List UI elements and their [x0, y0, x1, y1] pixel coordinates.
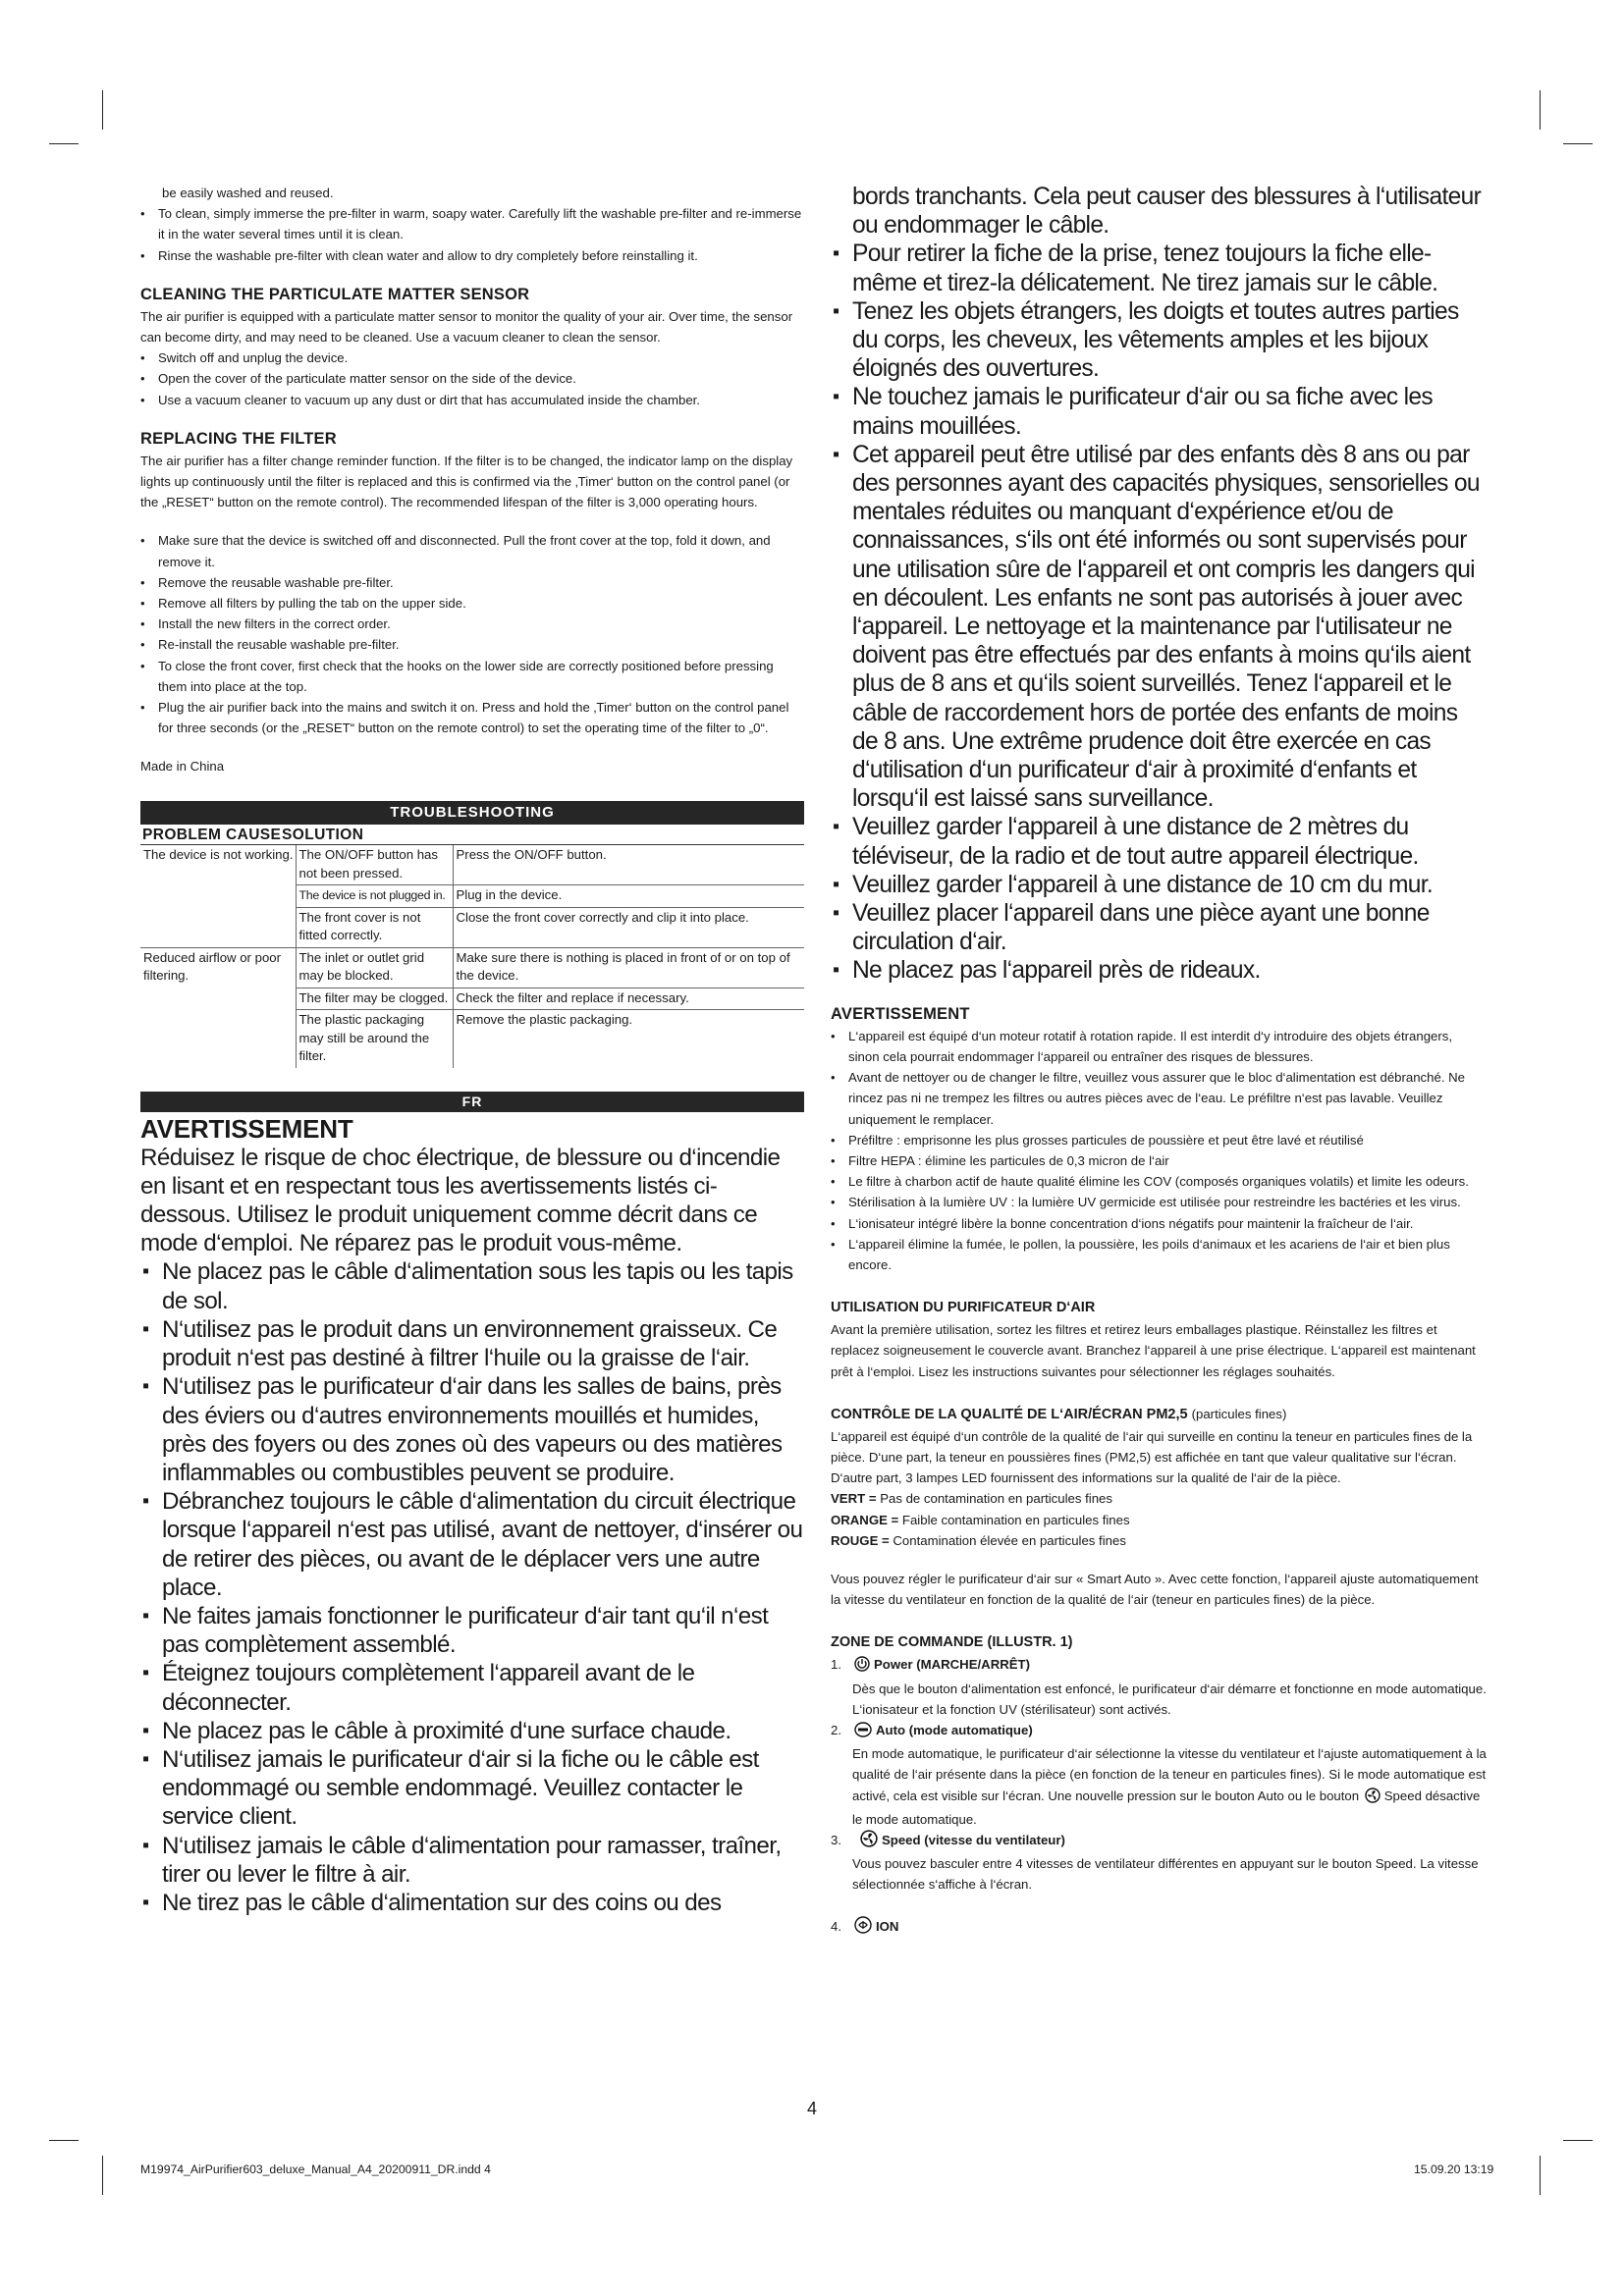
- cause-cell: The inlet or outlet grid may be blocked.: [296, 947, 453, 988]
- cause-cell: The ON/OFF button has not been pressed.: [296, 845, 453, 885]
- crop-mark: [102, 2156, 103, 2195]
- list-item: ▪ Ne faites jamais fonctionner le purificateur d‘air tant qu‘il n‘est pas complètement assemblé.: [140, 1602, 804, 1659]
- list-item: 1. Power (MARCHE/ARRÊT) Dès que le bouton d‘alimentation est enfoncé, le purificateur d‘air démarre et fonctionne en mode automatique. L‘ionisateur et la fonction UV (stérilisateur) sont activés.: [831, 1657, 1487, 1717]
- list-item: ▪ N‘utilisez jamais le câble d‘alimentation pour ramasser, traîner, tirer ou lever le filtre à air.: [140, 1832, 804, 1889]
- cause-cell: The front cover is not fitted correctly.: [296, 907, 453, 947]
- list-item: • Use a vacuum cleaner to vacuum up any dust or dirt that has accumulated inside the chamber.: [140, 390, 804, 410]
- fr-warning-bullets-continued: [831, 240, 1487, 985]
- prefilter-bullets: [140, 203, 804, 266]
- table-row: [140, 845, 804, 885]
- avertissement-bullets: [831, 1026, 1487, 1275]
- right-column: [831, 183, 1487, 1940]
- list-item: • Filtre HEPA : élimine les particules de 0,3 micron de l‘air: [831, 1150, 1487, 1171]
- crop-mark: [1540, 90, 1541, 130]
- list-item: • Le filtre à charbon actif de haute qualité élimine les COV (composés organiques volatils) et limite les odeurs.: [831, 1171, 1487, 1192]
- list-item: ▪ Éteignez toujours complètement l‘appareil avant de le déconnecter.: [140, 1659, 804, 1716]
- cause-cell: The plastic packaging may still be around the filter.: [296, 1010, 453, 1068]
- list-item: ▪ N‘utilisez jamais le purificateur d‘air si la fiche ou le câble est endommagé ou semble endommagé. Veuillez contacter le service client.: [140, 1745, 804, 1832]
- paragraph: Avant la première utilisation, sortez les filtres et retirez leurs emballages plastique. Réinstallez les filtres et replacez soigneusement le couvercle avant. Branchez l‘appareil à une prise électrique. L‘appareil est maintenant prêt à l‘emploi. Lisez les instructions suivantes pour sélectionner les réglages souhaités.: [831, 1322, 1476, 1379]
- intro-line: be easily washed and reused.: [162, 186, 334, 200]
- list-item: • L‘appareil est équipé d‘un moteur rotatif à rotation rapide. Il est interdit d‘y introduire des objets étrangers, sinon cela pourrait endommager l‘appareil ou entraîner des risques de blessures.: [831, 1026, 1487, 1067]
- crop-mark: [1540, 2156, 1541, 2195]
- solution-cell: Close the front cover correctly and clip it into place.: [453, 907, 804, 947]
- list-item: ▪ N‘utilisez pas le produit dans un environnement graisseux. Ce produit n‘est pas destiné à filtrer l‘huile ou la graisse de l‘air.: [140, 1315, 804, 1372]
- crop-mark: [49, 143, 79, 144]
- list-item: • Make sure that the device is switched off and disconnected. Pull the front cover at the top, fold it down, and remove it.: [140, 530, 804, 571]
- level-rouge: ROUGE = Contamination élevée en particules fines: [831, 1532, 1126, 1548]
- problem-cell: The device is not working.: [140, 845, 296, 948]
- list-item: ▪ Ne placez pas l‘appareil près de rideaux.: [831, 956, 1487, 985]
- list-item: 3. Speed (vitesse du ventilateur) Vous pouvez basculer entre 4 vitesses de ventilateur différentes en appuyant sur le bouton Speed. La vitesse sélectionnée s‘affiche à l‘écran.: [831, 1830, 1487, 1896]
- list-item: • Avant de nettoyer ou de changer le filtre, veuillez vous assurer que le bloc d‘alimentation est débranché. Ne rincez pas ni ne trempez les filtres ou autres pièces avec de l‘eau. Le préfiltre n‘est pas lavable. Veuillez uniquement le remplacer.: [831, 1067, 1487, 1130]
- section-heading: UTILISATION DU PURIFICATEUR D‘AIR: [831, 1300, 1096, 1316]
- list-item: • Préfiltre : emprisonne les plus grosses particules de poussière et peut être lavé et réutilisé: [831, 1130, 1487, 1150]
- controle-heading: CONTRÔLE DE LA QUALITÉ DE L‘AIR/ÉCRAN PM2,5: [831, 1406, 1188, 1422]
- list-item: • To clean, simply immerse the pre-filter in warm, soapy water. Carefully lift the washable pre-filter and re-immerse it in the water several times until it is clean.: [140, 203, 804, 244]
- solution-cell: Check the filter and replace if necessary.: [453, 988, 804, 1010]
- power-icon: [854, 1656, 870, 1678]
- header-solution: SOLUTION: [282, 826, 364, 843]
- paragraph: The air purifier is equipped with a particulate matter sensor to monitor the quality of your air. Over time, the sensor can become dirty, and may need to be cleaned. Use a vacuum cleaner to clean the sensor.: [140, 308, 793, 346]
- crop-mark: [102, 90, 103, 130]
- auto-icon: [854, 1722, 872, 1743]
- level-orange: ORANGE = Faible contamination en particules fines: [831, 1512, 1130, 1527]
- avertissement-title: AVERTISSEMENT: [140, 1113, 353, 1144]
- list-item: • Re-install the reusable washable pre-filter.: [140, 634, 804, 655]
- problem-cell: Reduced airflow or poor filtering.: [143, 949, 282, 984]
- list-item: • L‘ionisateur intégré libère la bonne concentration d‘ions négatifs pour maintenir la fraîcheur de l‘air.: [831, 1213, 1487, 1234]
- list-item: • Install the new filters in the correct order.: [140, 614, 804, 634]
- list-item: ▪ Ne touchez jamais le purificateur d‘air ou sa fiche avec les mains mouillées.: [831, 383, 1487, 440]
- section-heading: REPLACING THE FILTER: [140, 429, 337, 448]
- list-item: ▪ Débranchez toujours le câble d‘alimentation du circuit électrique lorsque l‘appareil n‘est pas utilisé, avant de nettoyer, d‘insérer ou de retirer des pièces, ou avant de le déplacer vers une autre place.: [140, 1487, 804, 1602]
- section-heading: AVERTISSEMENT: [831, 1004, 970, 1023]
- table-header-row: [140, 825, 804, 845]
- list-item: 4. ION: [831, 1916, 1487, 1940]
- smart-auto-paragraph: Vous pouvez régler le purificateur d‘air sur « Smart Auto ». Avec cette fonction, l‘appareil ajuste automatiquement la vitesse du ventilateur en fonction de la qualité de l‘air (teneur en particules fines) de la pièce.: [831, 1571, 1479, 1608]
- header-cause: CAUSE: [226, 826, 282, 843]
- list-item: ▪ Pour retirer la fiche de la prise, tenez toujours la fiche elle-même et tirez-la délicatement. Ne tirez jamais sur le câble.: [831, 240, 1487, 296]
- list-item: ▪ Tenez les objets étrangers, les doigts et toutes autres parties du corps, les cheveux, les vêtements amples et les bijoux éloignés des ouvertures.: [831, 297, 1487, 384]
- ion-icon: [854, 1916, 872, 1940]
- footer-date: 15.09.20 13:19: [1414, 2163, 1494, 2176]
- fan-speed-icon: [860, 1830, 878, 1853]
- list-item: ▪ Veuillez placer l‘appareil dans une pièce ayant une bonne circulation d‘air.: [831, 899, 1487, 956]
- crop-mark: [49, 2140, 79, 2141]
- list-item: ▪ Ne tirez pas le câble d‘alimentation sur des coins ou des: [140, 1889, 804, 1917]
- crop-mark: [1563, 143, 1593, 144]
- fr-warning-bullets: [140, 1257, 804, 1917]
- list-item: ▪ Cet appareil peut être utilisé par des enfants dès 8 ans ou par des personnes ayant des capacités physiques, sensorielles ou mentales réduites ou manquant d‘expérience et/ou de connaissances, s‘ils ont été informés ou sont supervisés pour une utilisation sûre de l‘appareil et ont compris les dangers qui en découlent. Les enfants ne sont pas autorisés à jouer avec l‘appareil. Le nettoyage et la maintenance par l‘utilisateur ne doivent pas être effectués par des enfants à moins qu‘ils aient plus de 8 ans et qu‘ils soient surveillés. Tenez l‘appareil et le câble de raccordement hors de portée des enfants de moins de 8 ans. Une extrême prudence doit être exercée en cas d‘utilisation d‘un purificateur d‘air à proximité d‘enfants et lorsqu‘il est laissé sans surveillance.: [831, 441, 1487, 814]
- list-item: ▪ Ne placez pas le câble d‘alimentation sous les tapis ou les tapis de sol.: [140, 1257, 804, 1314]
- list-item: ▪ Veuillez garder l‘appareil à une distance de 2 mètres du téléviseur, de la radio et de tout autre appareil électrique.: [831, 813, 1487, 870]
- troubleshooting-table: [140, 825, 804, 1068]
- list-item: • Switch off and unplug the device.: [140, 347, 804, 368]
- cause-cell: The filter may be clogged.: [296, 988, 453, 1010]
- crop-mark: [1563, 2140, 1593, 2141]
- left-column: [140, 183, 804, 1917]
- control-zone-list: [831, 1654, 1487, 1939]
- header-problem: PROBLEM: [142, 826, 222, 843]
- controle-heading-suffix: (particules fines): [1191, 1406, 1287, 1421]
- footer-file: M19974_AirPurifier603_deluxe_Manual_A4_20200911_DR.indd 4: [140, 2163, 491, 2176]
- paragraph: L‘appareil est équipé d‘un contrôle de la qualité de l‘air qui surveille en continu la teneur en particules fines de la pièce. D‘une part, la teneur en poussières fines (PM2,5) est affichée en tant que valeur qualitative sur l‘écran. D‘autre part, 3 lampes LED fournissent des informations sur la qualité de l‘air de la pièce.: [831, 1428, 1473, 1486]
- list-item: 2. Auto (mode automatique) En mode automatique, le purificateur d‘air sélectionne la vitesse du ventilateur et l‘ajuste automatiquement à la qualité de l‘air présente dans la pièce (en fonction de la teneur en particules fines). Si le mode automatique est activé, cela est visible sur l‘écran. Une nouvelle pression sur le bouton Auto ou le bouton Speed désactive le mode automatique.: [831, 1722, 1487, 1827]
- list-item: • L‘appareil élimine la fumée, le pollen, la poussière, les poils d‘animaux et les acariens de l‘air et bien plus encore.: [831, 1234, 1487, 1275]
- made-in: Made in China: [140, 759, 225, 774]
- list-item: • Remove all filters by pulling the tab on the upper side.: [140, 593, 804, 614]
- solution-cell: Press the ON/OFF button.: [453, 845, 804, 885]
- cause-cell: The device is not plugged in.: [296, 885, 453, 908]
- section-heading: [831, 1404, 1487, 1425]
- solution-cell: Remove the plastic packaging.: [453, 1010, 804, 1068]
- fan-speed-icon: [1365, 1788, 1380, 1809]
- sensor-bullets: [140, 347, 804, 410]
- fr-bar: FR: [140, 1092, 804, 1112]
- list-item: ▪ Veuillez garder l‘appareil à une distance de 10 cm du mur.: [831, 871, 1487, 899]
- list-item: • Remove the reusable washable pre-filter.: [140, 572, 804, 593]
- solution-cell: Plug in the device.: [453, 885, 804, 908]
- solution-cell: Make sure there is nothing is placed in front of or on top of the device.: [453, 947, 804, 988]
- list-item: ▪ N‘utilisez pas le purificateur d‘air dans les salles de bains, près des éviers ou d‘autres environnements mouillés et humides, près des foyers ou des zones où des vapeurs ou des matières inflammables ou combustibles peuvent se produire.: [140, 1372, 804, 1487]
- list-item: ▪ Ne placez pas le câble à proximité d‘une surface chaude.: [140, 1717, 804, 1745]
- replacing-bullets: [140, 530, 804, 738]
- avertissement-lead: Réduisez le risque de choc électrique, de blessure ou d‘incendie en lisant et en respectant tous les avertissements listés ci-dessous. Utilisez le produit uniquement comme décrit dans ce mode d‘emploi. Ne réparez pas le produit vous-même.: [140, 1144, 781, 1257]
- section-heading: CLEANING THE PARTICULATE MATTER SENSOR: [140, 285, 530, 303]
- paragraph: The air purifier has a filter change reminder function. If the filter is to be changed, the indicator lamp on the display lights up continuously until the filter is replaced and this is confirmed via the ‚Timer‘ button on the control panel (or the „RESET“ button on the remote control). The recommended lifespan of the filter is 3,000 operating hours.: [140, 453, 793, 510]
- continued-line: bords tranchants. Cela peut causer des blessures à l‘utilisateur ou endommager le câble.: [852, 184, 1482, 240]
- list-item: • Rinse the washable pre-filter with clean water and allow to dry completely before reinstalling it.: [140, 245, 804, 266]
- list-item: • To close the front cover, first check that the hooks on the lower side are correctly positioned before pressing them into place at the top.: [140, 656, 804, 697]
- list-item: • Stérilisation à la lumière UV : la lumière UV germicide est utilisée pour restreindre les bactéries et les virus.: [831, 1192, 1487, 1212]
- section-heading: ZONE DE COMMANDE (ILLUSTR. 1): [831, 1634, 1073, 1651]
- troubleshooting-bar: TROUBLESHOOTING: [140, 801, 804, 825]
- list-item: • Plug the air purifier back into the mains and switch it on. Press and hold the ‚Timer‘ button on the control panel for three seconds (or the „RESET“ button on the remote control) to set the operating time of the filter to „0“.: [140, 697, 804, 738]
- page-number: 4: [807, 2099, 818, 2118]
- list-item: • Open the cover of the particulate matter sensor on the side of the device.: [140, 368, 804, 389]
- level-vert: VERT = Pas de contamination en particules fines: [831, 1491, 1112, 1507]
- table-row: [140, 947, 804, 988]
